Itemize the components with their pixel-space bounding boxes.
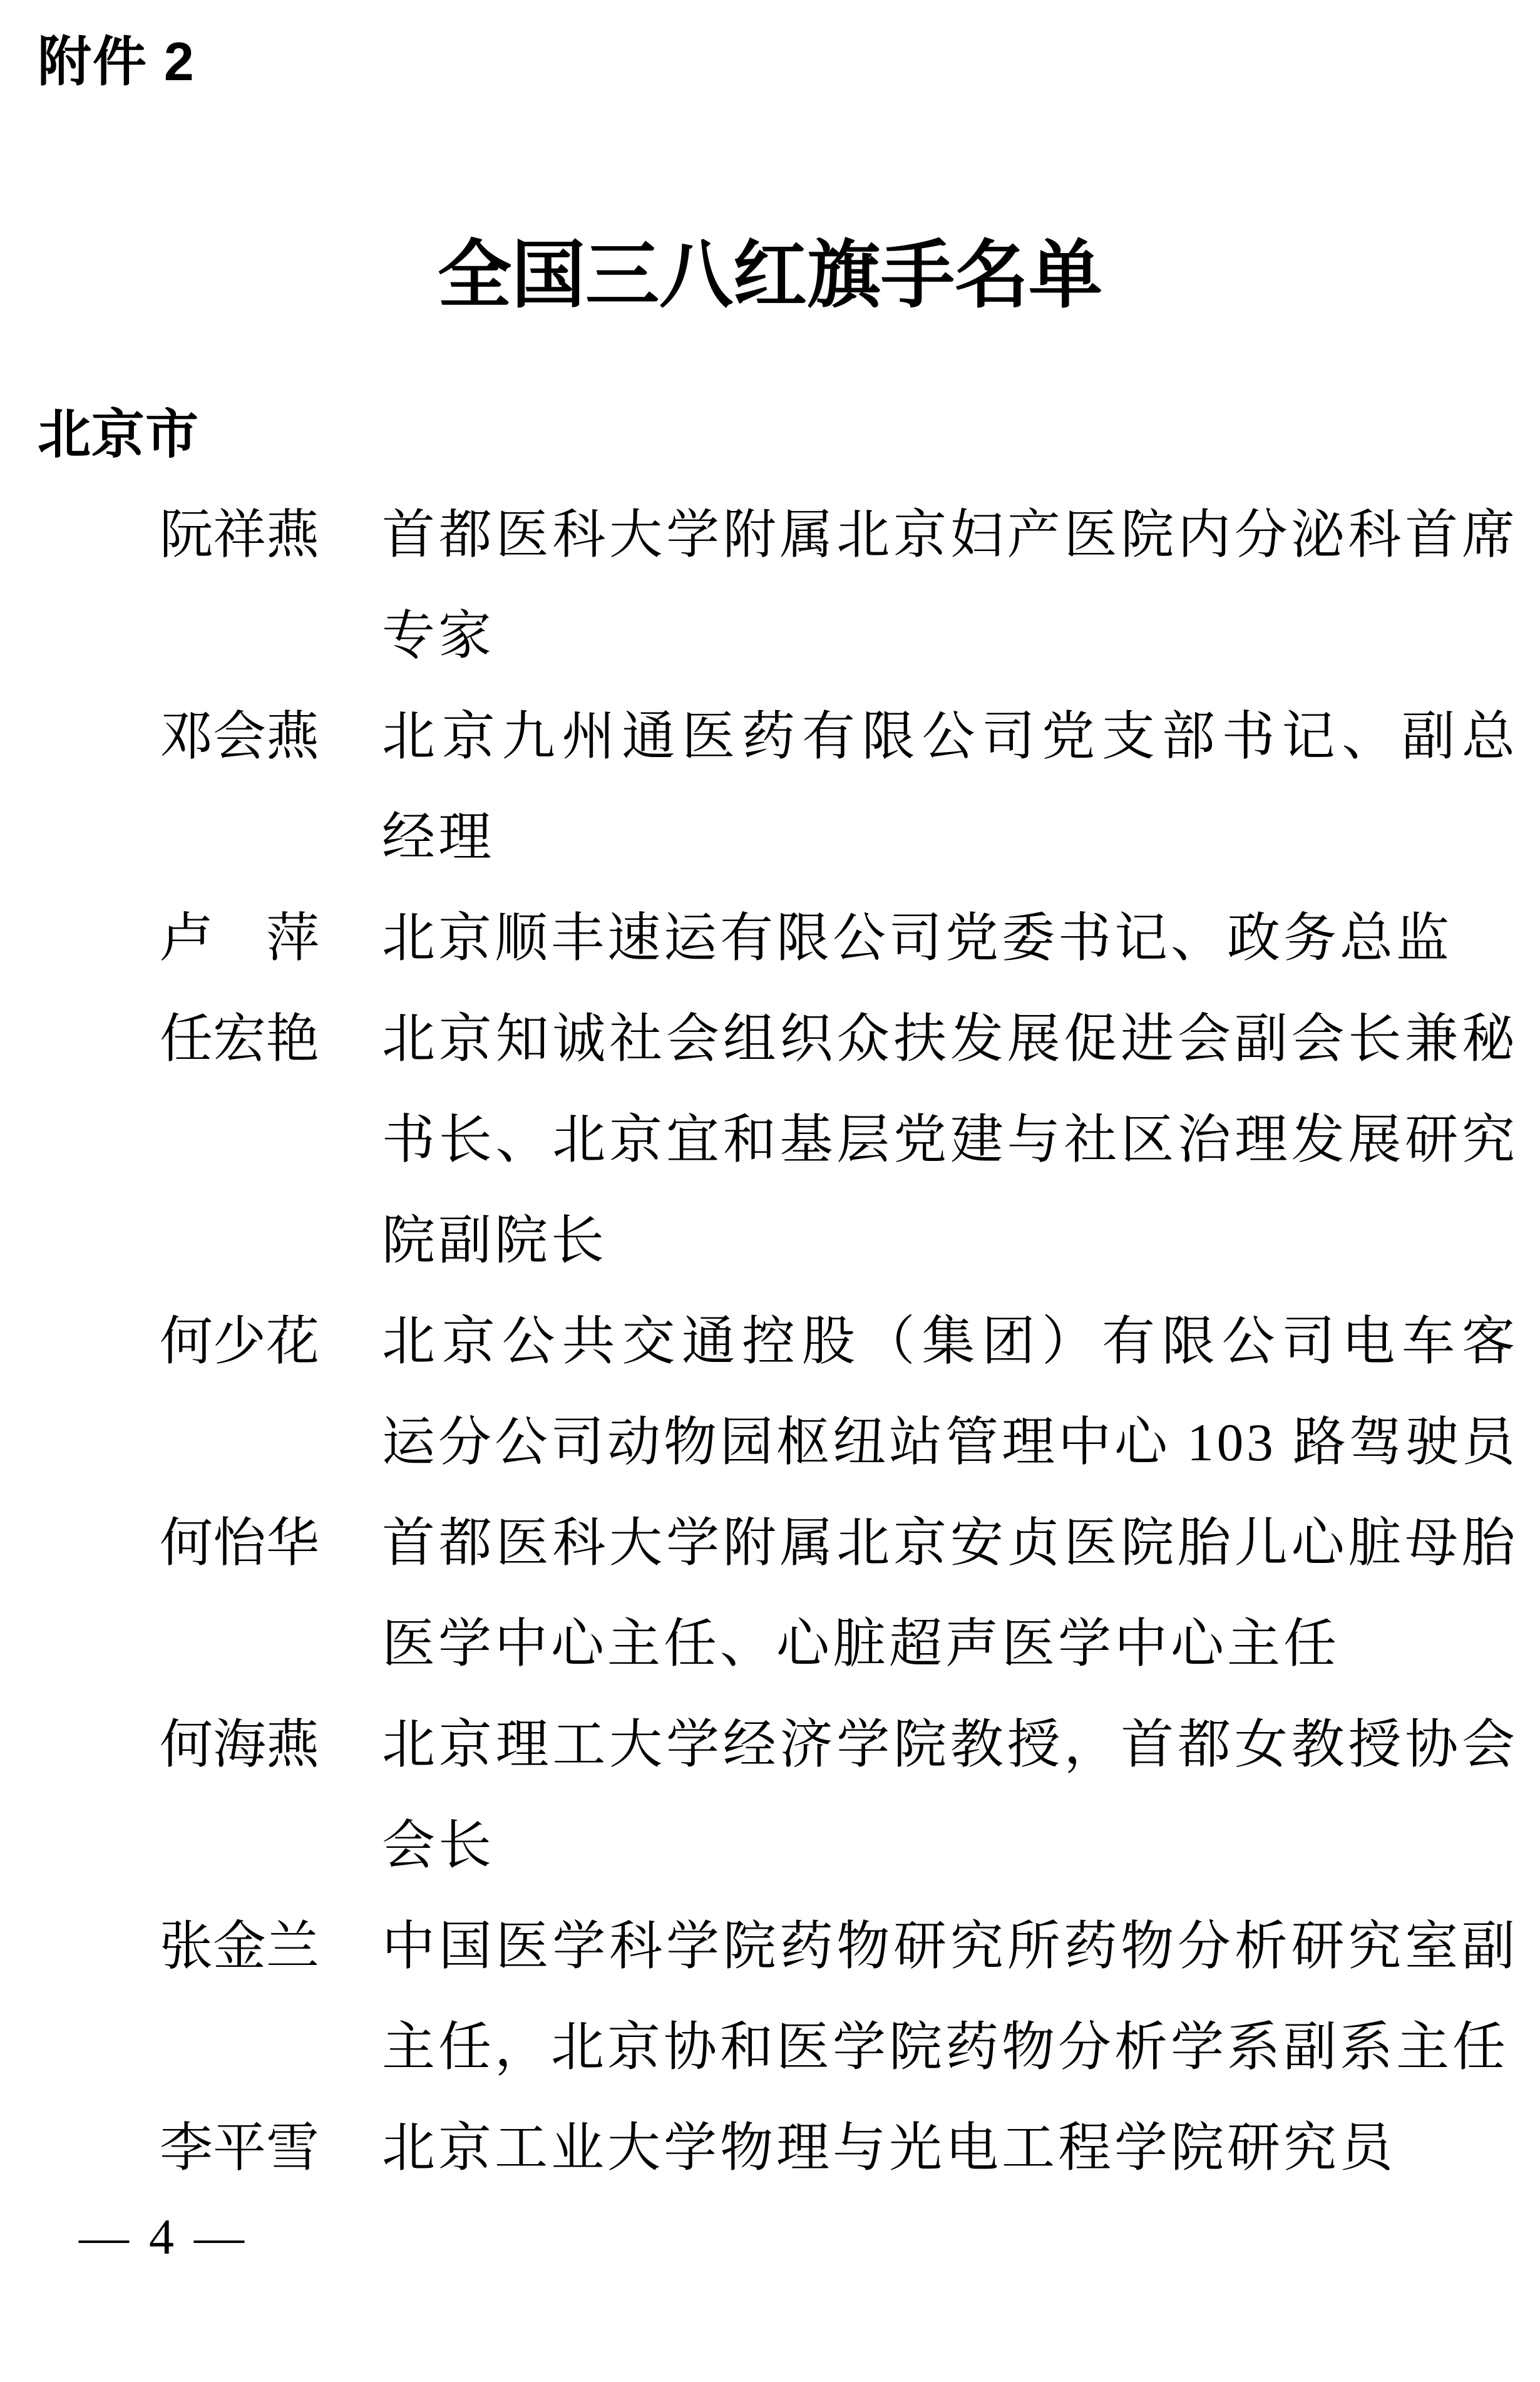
entry-description (382, 1695, 1518, 1897)
entry-description-line: 首都医科大学附属北京妇产医院内分泌科首席 (382, 506, 1518, 565)
entry-description-line: 会长 (382, 1817, 495, 1875)
entry-description-line: 北京顺丰速运有限公司党委书记、政务总监 (382, 909, 1453, 968)
entry-description (382, 1292, 1518, 1493)
entry-description-line: 首都医科大学附属北京安贞医院胎儿心脏母胎 (382, 1514, 1518, 1573)
attachment-label: 附件 2 (38, 32, 195, 92)
entry-description-line: 北京理工大学经济学院教授，首都女教授协会 (382, 1716, 1518, 1775)
entry-row (0, 989, 1540, 1292)
entry-description (382, 989, 1518, 1292)
entry-description (382, 2098, 1518, 2199)
entry-description (382, 1493, 1518, 1695)
entry-name: 张金兰 (160, 1917, 320, 1976)
page-number: — 4 — (79, 2210, 248, 2265)
entry-description (382, 687, 1518, 889)
entry-description-line: 经理 (382, 808, 495, 867)
entry-row (0, 1292, 1540, 1493)
entry-row (0, 1695, 1540, 1897)
entry-description-line: 运分公司动物园枢纽站管理中心 103 路驾驶员 (382, 1413, 1519, 1472)
entry-row (0, 687, 1540, 889)
entry-description-line: 书长、北京宜和基层党建与社区治理发展研究 (382, 1111, 1518, 1170)
entry-row (0, 485, 1540, 687)
document-title: 全国三八红旗手名单 (437, 235, 1102, 317)
entry-row (0, 2098, 1540, 2199)
section-header: 北京市 (38, 405, 200, 465)
entry-name: 阮祥燕 (160, 506, 320, 565)
entry-name: 何少花 (160, 1312, 320, 1371)
entry-description-line: 专家 (382, 607, 495, 666)
entry-description-line: 北京公共交通控股（集团）有限公司电车客 (382, 1312, 1518, 1371)
entry-row (0, 1493, 1540, 1695)
entry-description-line: 北京知诚社会组织众扶发展促进会副会长兼秘 (382, 1010, 1518, 1069)
entry-row (0, 1897, 1540, 2098)
entry-description-line: 医学中心主任、心脏超声医学中心主任 (382, 1615, 1340, 1674)
entry-name: 任宏艳 (160, 1010, 320, 1069)
honoree-list (0, 384, 1540, 2199)
entry-name: 李平雪 (160, 2119, 320, 2178)
entry-description-line: 主任，北京协和医学院药物分析学系副系主任 (382, 2018, 1509, 2077)
entry-description-line: 中国医学科学院药物研究所药物分析研究室副 (382, 1917, 1518, 1976)
entry-description (382, 485, 1518, 687)
entry-name: 何怡华 (160, 1514, 320, 1573)
entry-description-line: 北京九州通医药有限公司党支部书记、副总 (382, 708, 1518, 766)
entry-name: 何海燕 (160, 1716, 320, 1775)
entry-description-line: 院副院长 (382, 1212, 608, 1271)
entry-description (382, 1897, 1518, 2098)
entry-name: 卢 萍 (160, 909, 320, 968)
entry-description-line: 北京工业大学物理与光电工程学院研究员 (382, 2119, 1397, 2178)
entry-description (382, 889, 1518, 989)
entry-row (0, 889, 1540, 989)
entry-name: 邓会燕 (160, 708, 320, 766)
